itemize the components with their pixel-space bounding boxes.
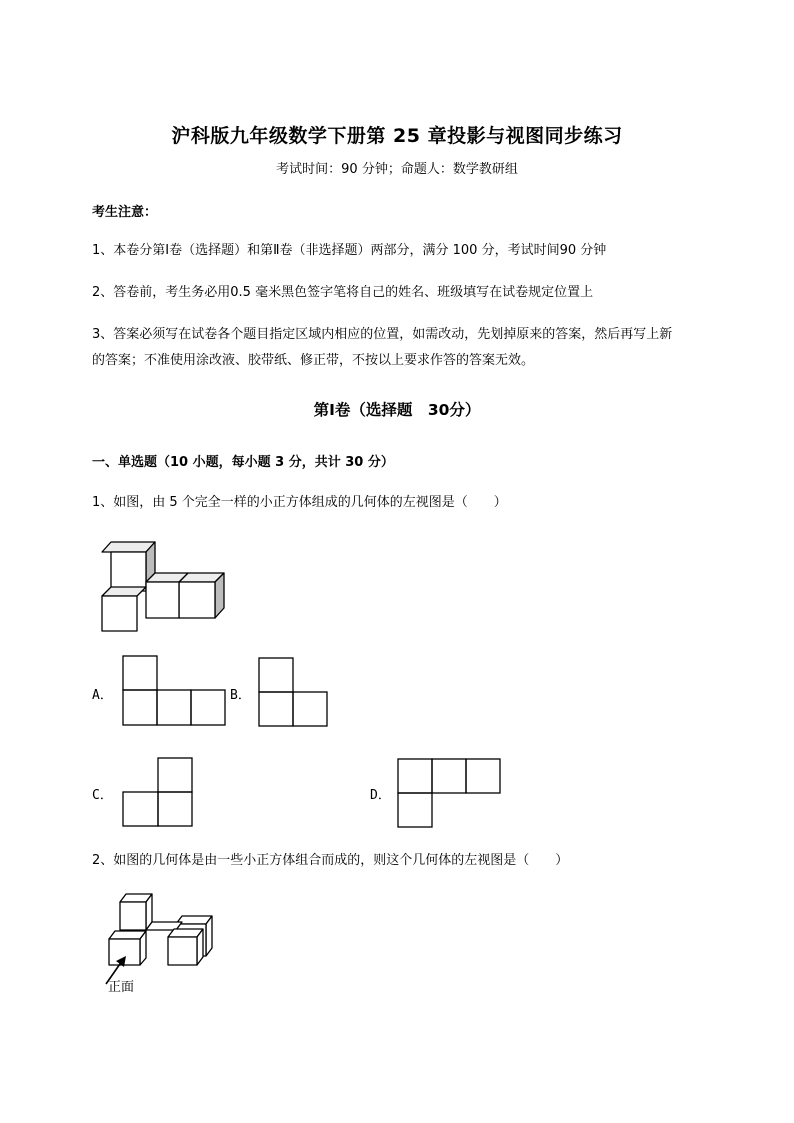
option-c-label[interactable]: C．	[92, 788, 113, 803]
notice-item: 2、答卷前，考生务必用0.5 毫米黑色签字笔将自己的姓名、班级填写在试卷规定位置上	[92, 285, 594, 300]
option-b-label[interactable]: B．	[230, 688, 251, 703]
notice-item: 3、答案必须写在试卷各个题目指定区域内相应的位置，如需改动，先划掉原来的答案，然后再写上新	[92, 327, 673, 342]
notice-item-continued: 的答案；不准使用涂改液、胶带纸、修正带，不按以上要求作答的答案无效。	[92, 353, 535, 368]
part-title: 一、单选题（10 小题，每小题 3 分，共计 30 分）	[92, 455, 394, 470]
notice-item: 1、本卷分第Ⅰ卷（选择题）和第Ⅱ卷（非选择题）两部分，满分 100 分，考试时间90 分钟	[92, 243, 607, 258]
front-label: 正面	[108, 980, 135, 995]
question-1-figure	[100, 538, 230, 633]
option-d-label[interactable]: D．	[370, 788, 391, 803]
question-2-stem: 2、如图的几何体是由一些小正方体组合而成的，则这个几何体的左视图是（ ）	[92, 853, 569, 868]
option-a-label[interactable]: A．	[92, 688, 113, 703]
option-b-figure[interactable]	[258, 657, 330, 729]
exam-info: 考试时间：90 分钟；命题人：数学教研组	[276, 162, 518, 177]
option-a-figure[interactable]	[122, 655, 228, 727]
page-title: 沪科版九年级数学下册第 25 章投影与视图同步练习	[171, 125, 623, 147]
notice-heading: 考生注意：	[92, 205, 158, 220]
question-1-stem: 1、如图，由 5 个完全一样的小正方体组成的几何体的左视图是（ ）	[92, 495, 507, 510]
section-title: 第Ⅰ卷（选择题 30分）	[313, 401, 481, 419]
option-c-figure[interactable]	[122, 757, 194, 829]
option-d-figure[interactable]	[397, 758, 503, 830]
